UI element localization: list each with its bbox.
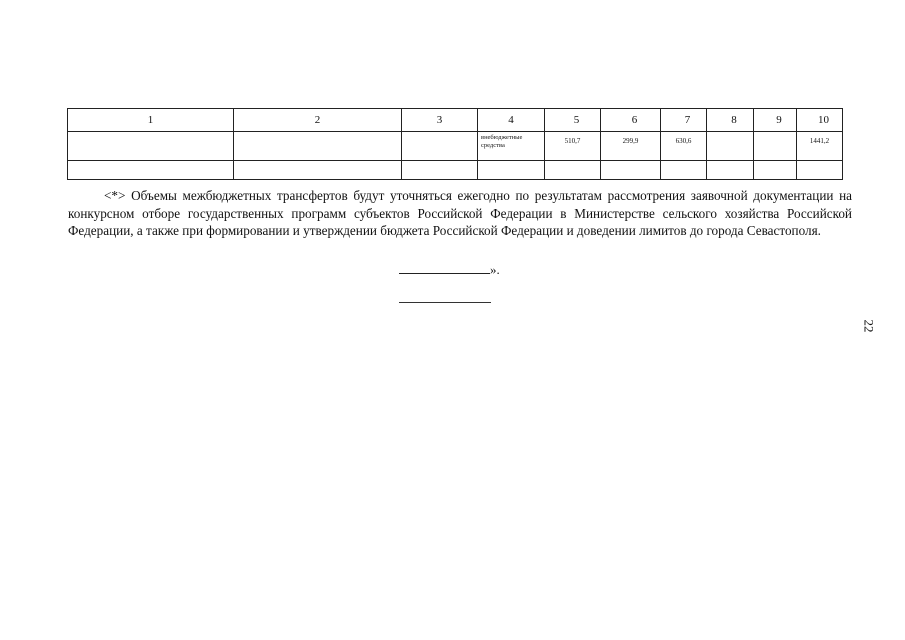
table-cell bbox=[707, 161, 754, 180]
header-cell: 4 bbox=[478, 109, 545, 132]
header-cell: 8 bbox=[707, 109, 754, 132]
table-cell bbox=[234, 132, 402, 161]
table-cell bbox=[402, 132, 478, 161]
table-cell bbox=[68, 161, 234, 180]
footnote-text: <*> Объемы межбюджетных трансфертов будут уточняться ежегодно по результатам рассмотрения заявочной документации на конкурсном отборе государственных программ субъектов Российской Федерации в Министерстве сельского хозяйства Российской Федерации, а также при формировании и утверждении бюджета Российской Федерации и доведении лимитов до города Севастополя. bbox=[68, 188, 852, 238]
value-cell-6: 299,9 bbox=[601, 132, 661, 161]
table-row bbox=[68, 132, 843, 161]
table-header-row bbox=[68, 109, 843, 132]
table-cell bbox=[754, 161, 797, 180]
separator-line bbox=[399, 302, 491, 303]
table-cell bbox=[601, 161, 661, 180]
table-cell bbox=[402, 161, 478, 180]
footnote bbox=[68, 187, 852, 240]
table-cell bbox=[797, 161, 843, 180]
header-cell: 3 bbox=[402, 109, 478, 132]
header-cell: 6 bbox=[601, 109, 661, 132]
table-cell bbox=[478, 161, 545, 180]
header-cell: 10 bbox=[797, 109, 843, 132]
table-row bbox=[68, 161, 843, 180]
table-cell bbox=[754, 132, 797, 161]
value-cell-5: 510,7 bbox=[545, 132, 601, 161]
table-cell bbox=[68, 132, 234, 161]
page-number: 22 bbox=[861, 319, 877, 333]
funding-source-cell: внебюджетные средства bbox=[478, 132, 545, 161]
closing-quote: ». bbox=[490, 262, 500, 277]
header-cell: 2 bbox=[234, 109, 402, 132]
closing-mark bbox=[399, 262, 500, 277]
program-table bbox=[67, 108, 843, 180]
table-cell bbox=[545, 161, 601, 180]
value-cell-10: 1441,2 bbox=[797, 132, 843, 161]
header-cell: 1 bbox=[68, 109, 234, 132]
table-cell bbox=[707, 132, 754, 161]
table-cell bbox=[661, 161, 707, 180]
header-cell: 5 bbox=[545, 109, 601, 132]
blank-rule bbox=[399, 263, 490, 274]
header-cell: 7 bbox=[661, 109, 707, 132]
header-cell: 9 bbox=[754, 109, 797, 132]
value-cell-7: 630,6 bbox=[661, 132, 707, 161]
table-cell bbox=[234, 161, 402, 180]
